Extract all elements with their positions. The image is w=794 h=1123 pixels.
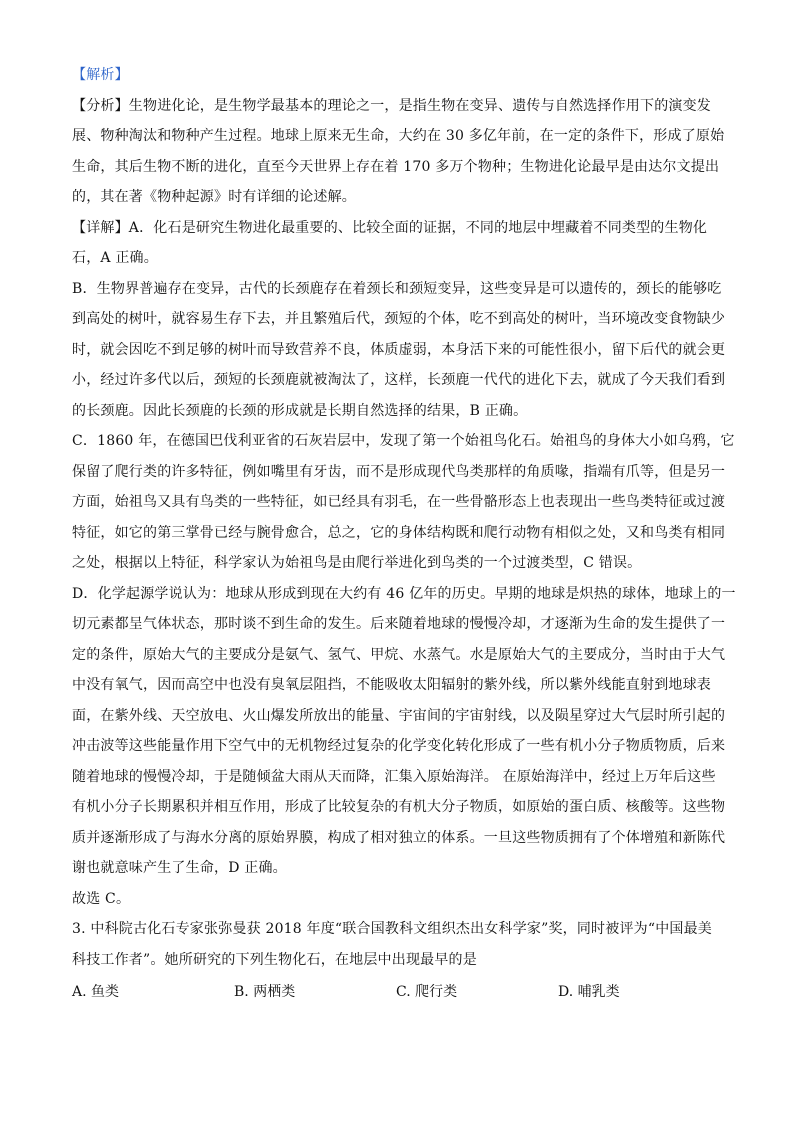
text-line: 到高处的树叶，就容易生存下去，并且繁殖后代，颈短的个体，吃不到高处的树叶，当环境改变食物缺少 <box>72 311 726 327</box>
text-line: 之处，根据以上特征，科学家认为始祖鸟是由爬行举进化到鸟类的一个过渡类型，C 错误。 <box>72 555 642 571</box>
text-line: 定的条件，原始大气的主要成分是氨气、氢气、甲烷、水蒸气。水是原始大气的主要成分，当时由于大气 <box>72 646 726 663</box>
text-line: 面，在紫外线、天空放电、火山爆发所放出的能量、宇宙间的宇宙射线，以及陨星穿过大气层时所引起的 <box>72 707 726 724</box>
text-line: 故选 C。 <box>72 890 131 907</box>
text-line: 生命，其后生物不断的进化，直至今天世界上存在着 170 多万个物种；生物进化论最早是由达尔文提出 <box>72 158 720 175</box>
text-line: C．1860 年，在德国巴伐利亚省的石灰岩层中，发现了第一个始祖鸟化石。始祖鸟的身体大小如乌鸦，它 <box>72 433 735 449</box>
text-line: 冲击波等这些能量作用下空气中的无机物经过复杂的化学变化转化形成了一些有机小分子物质物质，后来 <box>72 738 726 754</box>
text-line: 的，其在著《物种起源》时有详细的论述解。 <box>72 189 356 205</box>
text-line: B．生物界普遍存在变异，古代的长颈鹿存在着颈长和颈短变异，这些变异是可以遗传的，颈长的能够吃 <box>72 280 722 297</box>
text-line: 石，A 正确。 <box>72 250 158 266</box>
text-line: 展、物种淘汰和物种产生过程。地球上原来无生命，大约在 30 多亿年前，在一定的条件下，形成了原始 <box>72 128 725 144</box>
text-line: 时，就会因吃不到足够的树叶而导致营养不良，体质虚弱，本身活下来的可能性很小，留下后代的就会更 <box>72 341 726 358</box>
text-line: 科技工作者”。她所研究的下列生物化石，在地层中出现最早的是 <box>72 951 477 968</box>
option-b: B. 两栖类 <box>234 983 296 1000</box>
text-line: 切元素都呈气体状态，那时谈不到生命的发生。后来随着地球的慢慢冷却，才逐渐为生命的发生提供了一 <box>72 616 726 632</box>
text-line: 小，经过许多代以后，颈短的长颈鹿就被淘汰了，这样，长颈鹿一代代的进化下去，就成了今天我们看到 <box>72 372 726 388</box>
option-a: A. 鱼类 <box>72 983 120 1000</box>
option-d: D. 哺乳类 <box>558 983 620 1000</box>
text-line: 中没有氧气，因而高空中也没有臭氧层阻挡，不能吸收太阳辐射的紫外线，所以紫外线能直射到地球表 <box>72 677 711 693</box>
analysis-body <box>72 95 736 971</box>
text-line: 的长颈鹿。因此长颈鹿的长颈的形成就是长期自然选择的结果，B 正确。 <box>72 402 528 419</box>
text-line: D．化学起源学说认为：地球从形成到现在大约有 46 亿年的历史。早期的地球是炽热的球体，地球上的一 <box>72 585 736 602</box>
text-line: 【详解】A．化石是研究生物进化最重要的、比较全面的证据，不同的地层中埋藏着不同类型的生物化 <box>72 219 708 236</box>
text-line: 谢也就意味产生了生命，D 正确。 <box>72 860 287 876</box>
answer-options <box>72 981 724 1003</box>
text-line: 质并逐渐形成了与海水分离的原始界膜，构成了相对独立的体系。一旦这些物质拥有了个体增殖和新陈代 <box>72 829 726 846</box>
text-line: 随着地球的慢慢冷却，于是随倾盆大雨从天而降，汇集入原始海洋。 在原始海洋中，经过上万年后这些 <box>72 768 716 785</box>
text-line: 【分析】生物进化论，是生物学最基本的理论之一，是指生物在变异、遗传与自然选择作用下的演变发 <box>72 97 711 114</box>
text-line: 3. 中科院古化石专家张弥曼获 2018 年度“联合国教科文组织杰出女科学家”奖，同时被评为“中国最美 <box>72 921 713 937</box>
analysis-heading: 【解析】 <box>72 67 129 83</box>
text-line: 有机小分子长期累积并相互作用，形成了比较复杂的有机大分子物质，如原始的蛋白质、核酸等。这些物 <box>72 799 726 815</box>
option-c: C. 爬行类 <box>396 983 458 1000</box>
text-line: 特征，如它的第三掌骨已经与腕骨愈合，总之，它的身体结构既和爬行动物有相似之处，又和鸟类有相同 <box>72 524 726 541</box>
text-line: 方面，始祖鸟又具有鸟类的一些特征，如已经具有羽毛，在一些骨骼形态上也表现出一些鸟类特征或过渡 <box>72 494 726 510</box>
text-line: 保留了爬行类的许多特征，例如嘴里有牙齿，而不是形成现代鸟类那样的角质喙，指端有爪等，但是另一 <box>72 463 726 480</box>
